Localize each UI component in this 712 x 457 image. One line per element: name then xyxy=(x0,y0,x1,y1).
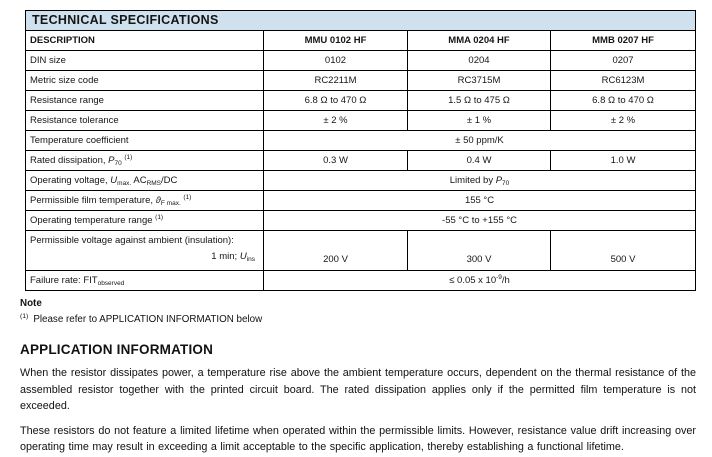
row-label: Metric size code xyxy=(26,71,264,91)
table-header-row xyxy=(26,31,696,51)
row-label: Operating temperature range $^{(1)}$ xyxy=(26,211,264,231)
cell-value: RC2211M xyxy=(264,71,408,91)
table-title-bar xyxy=(26,11,696,31)
table-row xyxy=(26,111,696,131)
cell-value: RC6123M xyxy=(551,71,696,91)
table-row xyxy=(26,231,696,271)
table-title: TECHNICAL SPECIFICATIONS xyxy=(26,11,696,31)
cell-spanning-value: -55 °C to +155 °C xyxy=(264,211,696,231)
cell-spanning-value: 155 °C xyxy=(264,191,696,211)
cell-value: 0.4 W xyxy=(408,151,551,171)
row-label: Permissible film temperature, $ϑ_{F max.}$ $^{(1)}$ xyxy=(26,191,264,211)
cell-value: 0207 xyxy=(551,51,696,71)
table-row xyxy=(26,211,696,231)
table-row xyxy=(26,51,696,71)
cell-value: ± 2 % xyxy=(551,111,696,131)
cell-spanning-value: ≤ 0.05 x $10^{-9}/h$ xyxy=(264,271,696,291)
technical-specifications-table xyxy=(25,10,696,291)
column-header-description: DESCRIPTION xyxy=(26,31,264,51)
row-label: Resistance range xyxy=(26,91,264,111)
cell-spanning-value: ± 50 ppm/K xyxy=(264,131,696,151)
table-row xyxy=(26,131,696,151)
cell-value: ± 2 % xyxy=(264,111,408,131)
table-row xyxy=(26,151,696,171)
application-paragraph-2: These resistors do not feature a limited lifetime when operated within the permissible limits. However, resistance value drift increasing over operating time may result in exceeding a limit acceptable to the specific application, thereby establishing a functional lifetime. xyxy=(20,424,696,453)
cell-value: 6.8 Ω to 470 Ω xyxy=(551,91,696,111)
cell-value: 0204 xyxy=(408,51,551,71)
row-label: Temperature coefficient xyxy=(26,131,264,151)
note-block xyxy=(20,298,696,325)
cell-value: 200 V xyxy=(264,231,408,271)
note-line xyxy=(20,313,696,325)
application-paragraph-1: When the resistor dissipates power, a temperature rise above the ambient temperature occurs, dependent on the thermal resistance of the assembled resistor together with the printed circuit board. The rated dissipation applies only if the permitted film temperature is not exceeded. xyxy=(20,367,696,412)
application-information-heading: APPLICATION INFORMATION xyxy=(20,342,214,357)
cell-value: 0102 xyxy=(264,51,408,71)
table-row xyxy=(26,71,696,91)
note-marker: (1) xyxy=(20,313,29,320)
cell-value: 500 V xyxy=(551,231,696,271)
row-label: Rated dissipation, $P_{70}$ $^{(1)}$ xyxy=(26,151,264,171)
cell-spanning-value: Limited by $P_{70}$ xyxy=(264,171,696,191)
note-text: Please refer to APPLICATION INFORMATION below xyxy=(33,314,263,325)
table-row xyxy=(26,271,696,291)
row-sublabel: 1 min; $U_{ins}$ xyxy=(211,251,255,263)
row-label: Resistance tolerance xyxy=(26,111,264,131)
table-row xyxy=(26,171,696,191)
cell-value: 300 V xyxy=(408,231,551,271)
note-heading: Note xyxy=(20,298,42,309)
column-header-part-1: MMU 0102 HF xyxy=(264,31,408,51)
cell-value: 1.0 W xyxy=(551,151,696,171)
row-label: Permissible voltage against ambient (insulation): 1 min; $U_{ins}$ xyxy=(26,231,264,271)
cell-value: ± 1 % xyxy=(408,111,551,131)
table-row xyxy=(26,91,696,111)
cell-value: 0.3 W xyxy=(264,151,408,171)
row-label: DIN size xyxy=(26,51,264,71)
cell-value: 6.8 Ω to 470 Ω xyxy=(264,91,408,111)
table-row xyxy=(26,191,696,211)
row-label: Failure rate: $FIT_{observed}$ xyxy=(26,271,264,291)
cell-value: 1.5 Ω to 475 Ω xyxy=(408,91,551,111)
column-header-part-2: MMA 0204 HF xyxy=(408,31,551,51)
column-header-part-3: MMB 0207 HF xyxy=(551,31,696,51)
row-label: Operating voltage, $U_{max.}$ $AC_{RMS}/DC$ xyxy=(26,171,264,191)
cell-value: RC3715M xyxy=(408,71,551,91)
